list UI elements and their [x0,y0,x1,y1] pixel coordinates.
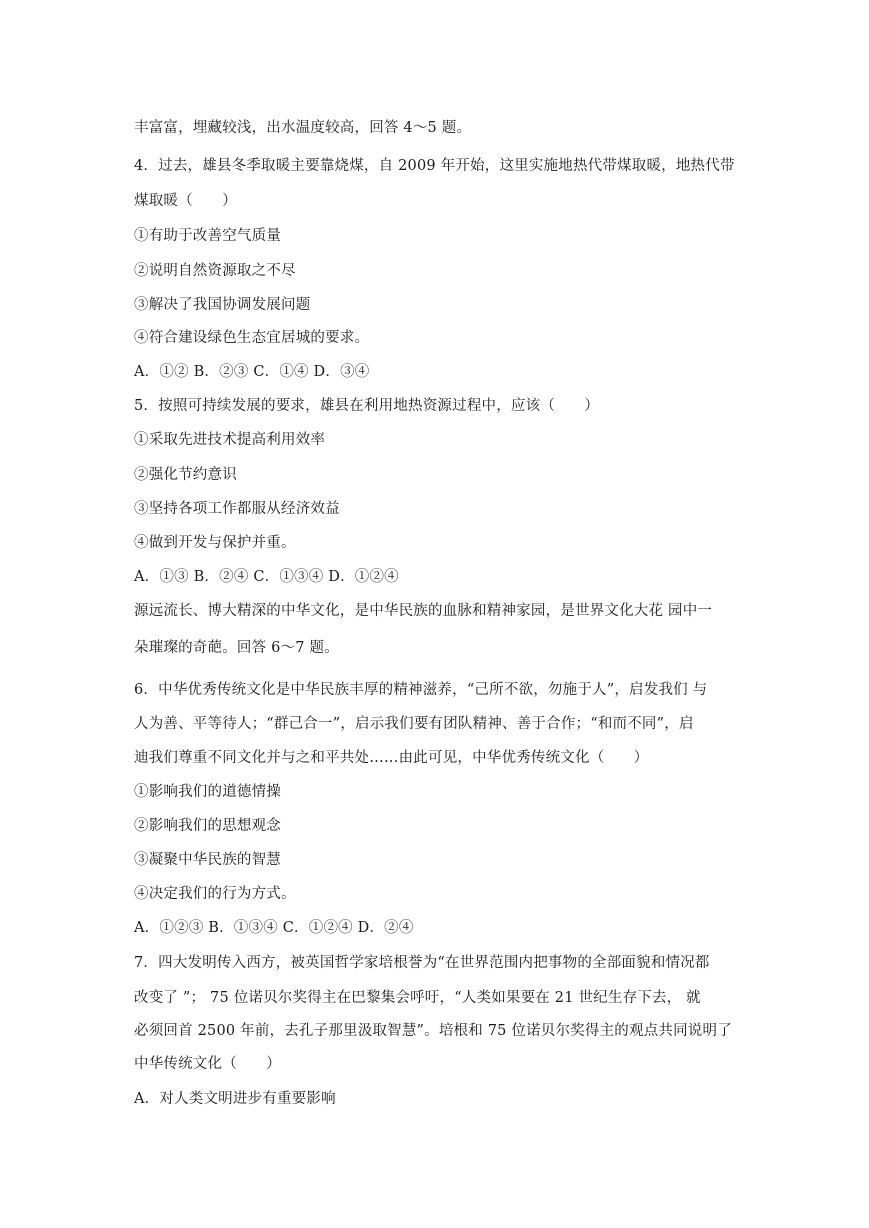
q5-option-2: ②强化节约意识 [134,467,237,483]
q7-stem-line-4: 中华传统文化（ ） [134,1056,281,1072]
q6-stem-line-2: 人为善、平等待人；“群己合一”，启示我们要有团队精神、善于合作；“和而不同”，启 [134,716,694,732]
q6-choices: A．①②③ B．①③④ C．①②④ D．②④ [134,920,414,936]
q6-option-3: ③凝聚中华民族的智慧 [134,852,281,868]
q4-option-2: ②说明自然资源取之不尽 [134,263,296,279]
q7-stem-line-1: 7．四大发明传入西方，被英国哲学家培根誉为“在世界范围内把事物的全部面貌和情况都 [134,955,710,971]
q4-stem-line-1: 4．过去，雄县冬季取暖主要靠烧煤，自 2009 年开始，这里实施地热代带煤取暖，地热代带 [134,158,735,174]
q5-stem: 5．按照可持续发展的要求，雄县在利用地热资源过程中，应该（ ） [134,398,600,414]
q5-choices: A．①③ B．②④ C．①③④ D．①②④ [134,569,399,585]
q6-stem-line-3: 迪我们尊重不同文化并与之和平共处……由此可见，中华优秀传统文化（ ） [134,750,649,766]
q6-stem-line-1: 6．中华优秀传统文化是中华民族丰厚的精神滋养，“己所不欲，勿施于人”，启发我们 与 [134,682,708,698]
q7-stem-line-3: 必须回首 2500 年前，去孔子那里汲取智慧”。培根和 75 位诺贝尔奖得主的观点共同说明了 [134,1023,732,1039]
q4-choices: A．①② B．②③ C．①④ D．③④ [134,364,370,380]
q7-stem-line-2: 改变了 ”； 75 位诺贝尔奖得主在巴黎集会呼吁，“人类如果要在 21 世纪生存下去， 就 [134,990,701,1006]
q4-option-4: ④符合建设绿色生态宜居城的要求。 [134,330,370,346]
q6-option-1: ①影响我们的道德情操 [134,784,281,800]
q5-option-4: ④做到开发与保护并重。 [134,535,296,551]
q4-option-1: ①有助于改善空气质量 [134,228,281,244]
q7-choice-a: A．对人类文明进步有重要影响 [134,1091,336,1107]
intro-a-tail: 丰富富，埋藏较浅，出水温度较高，回答 4～5 题。 [134,120,472,136]
q6-option-2: ②影响我们的思想观念 [134,818,281,834]
q5-option-3: ③坚持各项工作都服从经济效益 [134,501,340,517]
q4-stem-line-2: 煤取暖（ ） [134,193,237,209]
intro-b-line-2: 朵璀璨的奇葩。回答 6～7 题。 [134,640,339,656]
q6-option-4: ④决定我们的行为方式。 [134,886,296,902]
q4-option-3: ③解决了我国协调发展问题 [134,297,311,313]
intro-b-line-1: 源远流长、博大精深的中华文化，是中华民族的血脉和精神家园，是世界文化大花 园中一 [134,603,713,619]
q5-option-1: ①采取先进技术提高利用效率 [134,432,326,448]
